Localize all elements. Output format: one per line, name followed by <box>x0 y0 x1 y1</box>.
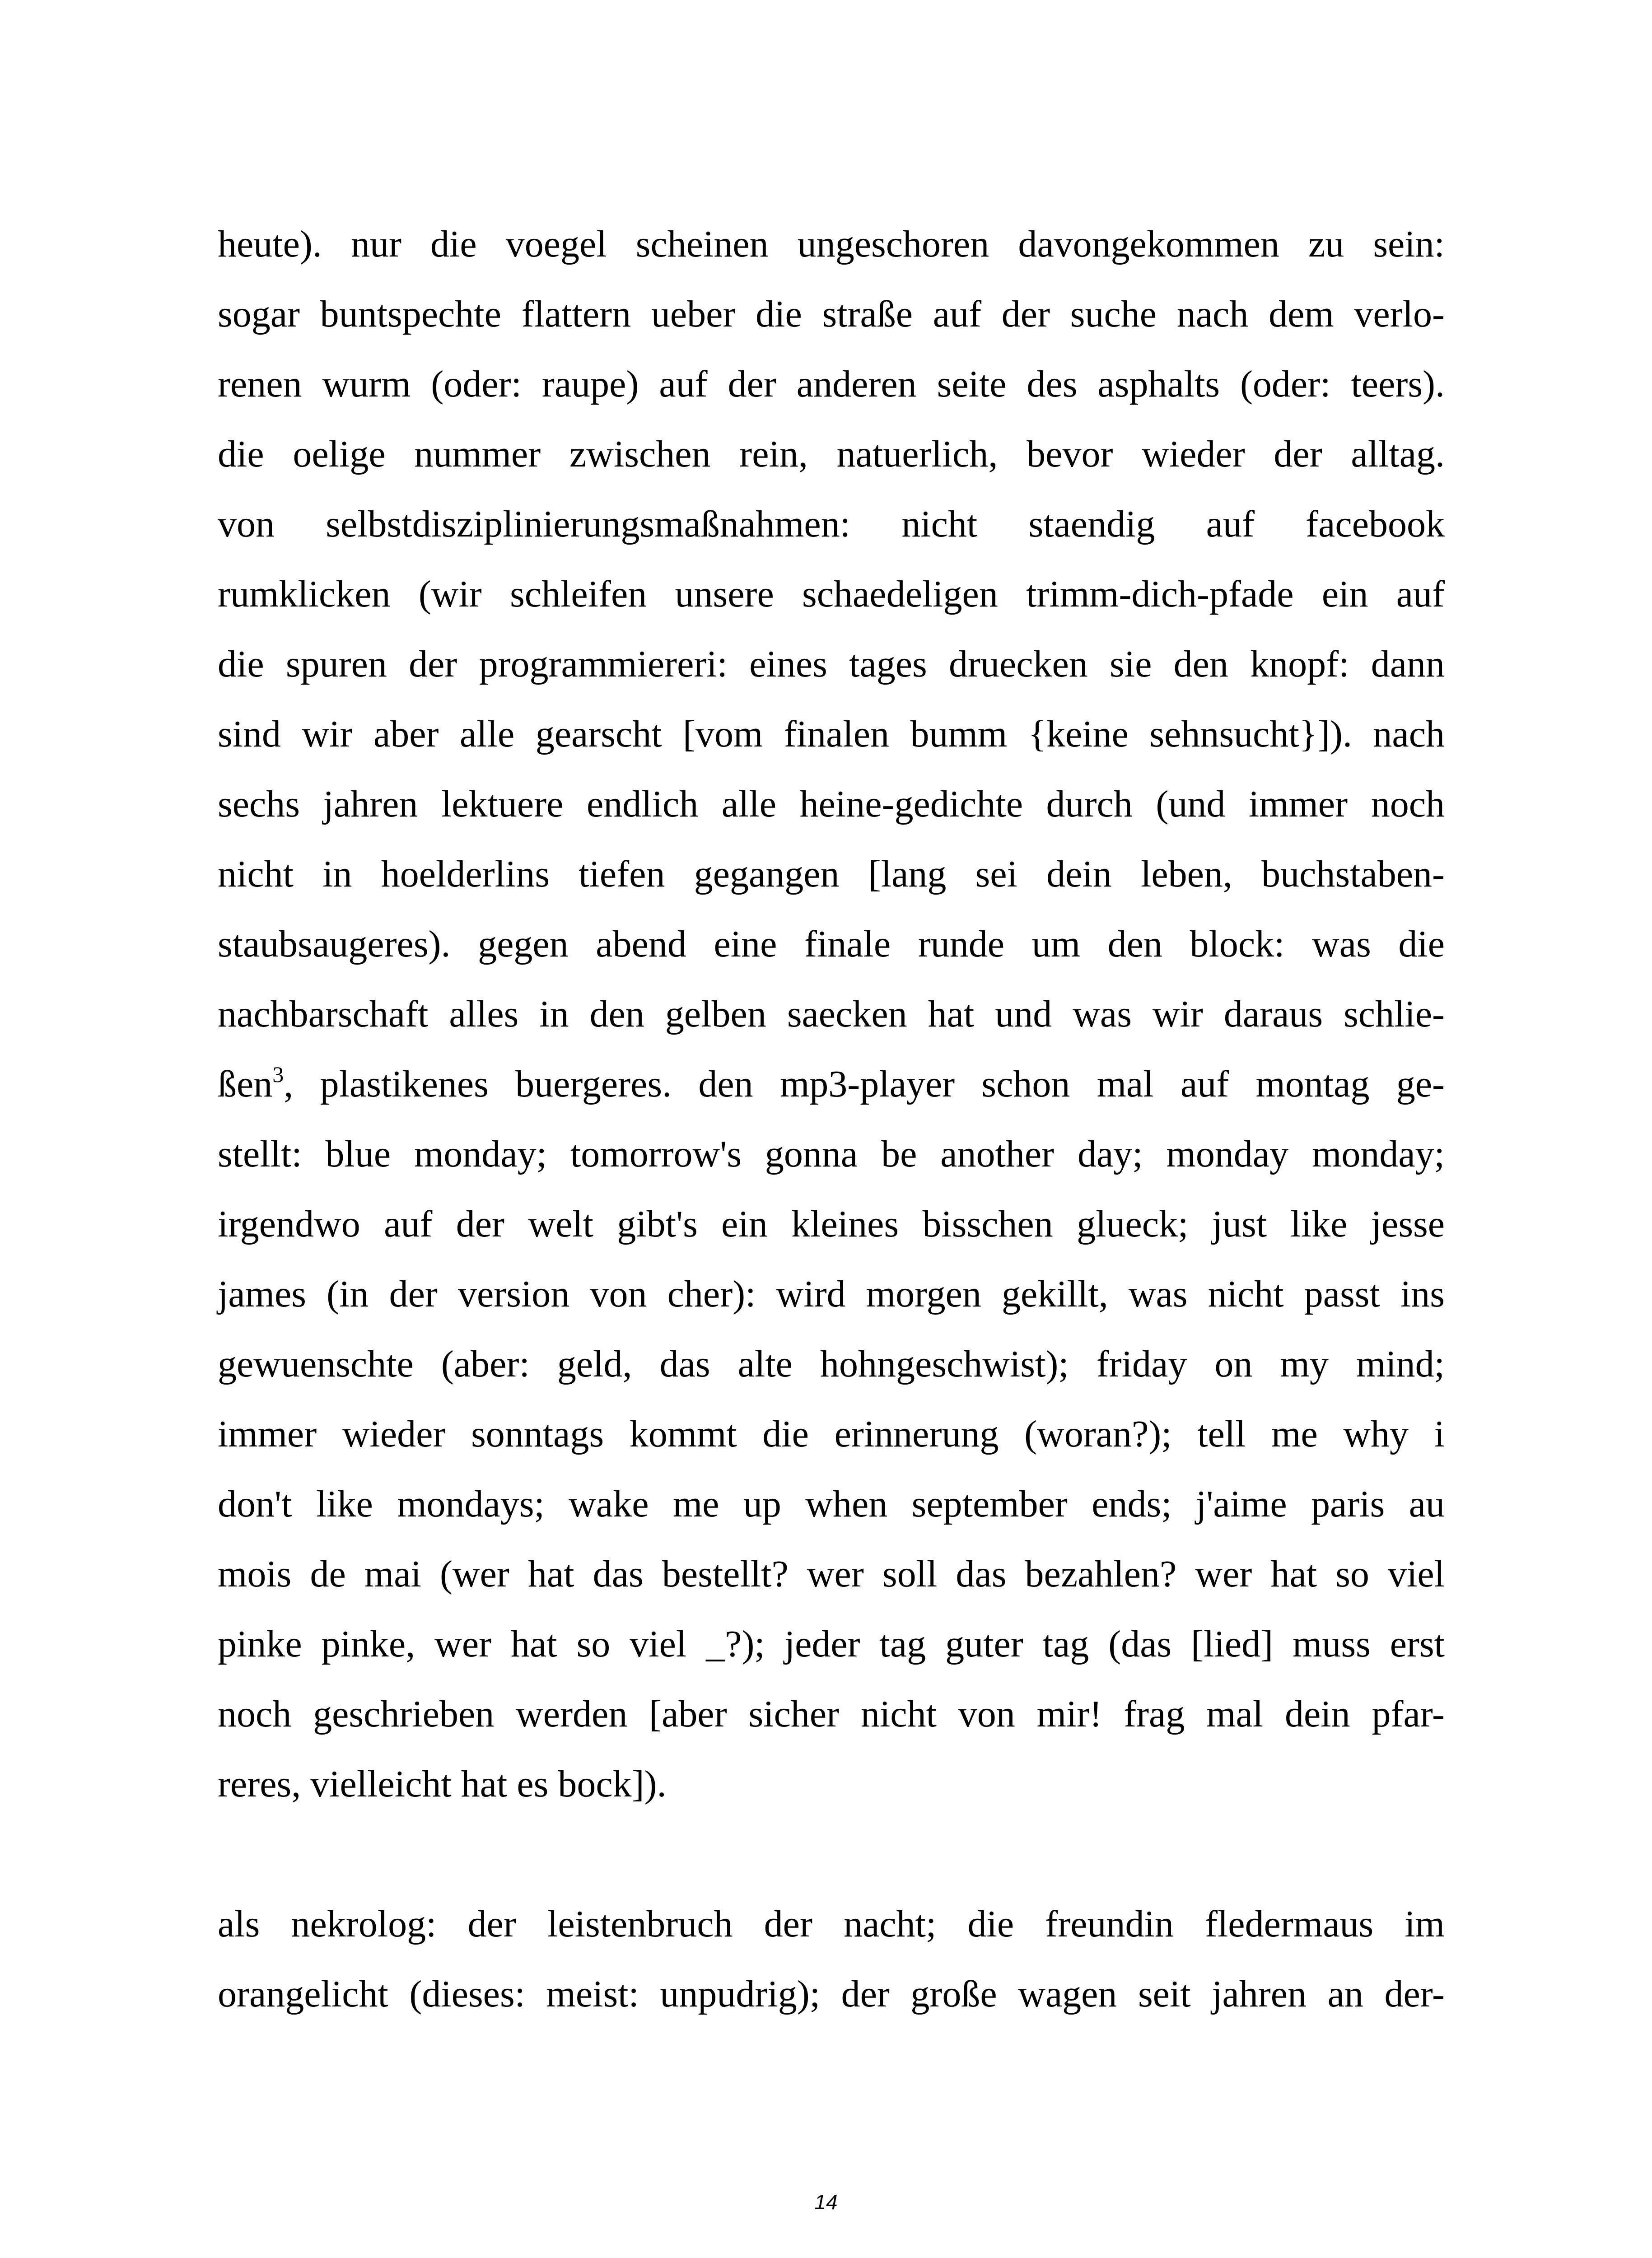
text-line: stellt: blue monday; tomorrow's gonna be another day; monday monday; <box>218 1133 1445 1175</box>
text-line: heute). nur die voegel scheinen ungeschoren davongekommen zu sein: <box>218 223 1445 265</box>
page-number: 14 <box>814 2190 838 2214</box>
text-line: irgendwo auf der welt gibt's ein kleines bisschen glueck; just like jesse <box>218 1203 1445 1245</box>
text-line: pinke pinke, wer hat so viel _?); jeder tag guter tag (das [lied] muss erst <box>218 1623 1445 1665</box>
text-line: die spuren der programmiereri: eines tages druecken sie den knopf: dann <box>218 643 1445 685</box>
text-line: sechs jahren lektuere endlich alle heine-gedichte durch (und immer noch <box>218 783 1445 825</box>
text-line: don't like mondays; wake me up when september ends; j'aime paris au <box>218 1483 1445 1525</box>
text-line: nicht in hoelderlins tiefen gegangen [lang sei dein leben, buchstaben- <box>218 853 1445 895</box>
paragraph <box>218 209 1445 1819</box>
text-line: sogar buntspechte flattern ueber die straße auf der suche nach dem verlo- <box>218 293 1445 335</box>
text-line: staubsaugeres). gegen abend eine finale runde um den block: was die <box>218 923 1445 965</box>
text-line: die oelige nummer zwischen rein, natuerlich, bevor wieder der alltag. <box>218 433 1445 475</box>
text-line: rumklicken (wir schleifen unsere schaedeligen trimm-dich-pfade ein auf <box>218 573 1445 615</box>
footnote-marker[interactable]: 3 <box>272 1062 284 1087</box>
text-line: james (in der version von cher): wird morgen gekillt, was nicht passt ins <box>218 1273 1445 1315</box>
text-line: orangelicht (dieses: meist: unpudrig); der große wagen seit jahren an der- <box>218 1973 1445 2015</box>
text-line: immer wieder sonntags kommt die erinnerung (woran?); tell me why i <box>218 1413 1445 1455</box>
text-line: sind wir aber alle gearscht [vom finalen bumm {keine sehnsucht}]). nach <box>218 713 1445 755</box>
paragraph <box>218 1889 1445 2029</box>
text-line: mois de mai (wer hat das bestellt? wer soll das bezahlen? wer hat so viel <box>218 1553 1445 1595</box>
text-line: von selbstdisziplinierungsmaßnahmen: nicht staendig auf facebook <box>218 503 1445 545</box>
text-line: nachbarschaft alles in den gelben saecken hat und was wir daraus schlie- <box>218 993 1445 1035</box>
text-line: noch geschrieben werden [aber sicher nicht von mir! frag mal dein pfar- <box>218 1693 1445 1735</box>
text-line: als nekrolog: der leistenbruch der nacht; die freundin fledermaus im <box>218 1903 1445 1945</box>
paragraph-gap <box>218 1819 1445 1889</box>
text-line: gewuenschte (aber: geld, das alte hohngeschwist); friday on my mind; <box>218 1343 1445 1385</box>
text-line: reres, vielleicht hat es bock]). <box>218 1763 667 1805</box>
text-line <box>218 1049 1445 1119</box>
body-text <box>218 209 1445 2029</box>
text-segment: , plastikenes buergeres. den mp3-player schon mal auf montag ge- <box>284 1063 1445 1105</box>
text-segment: ßen <box>218 1063 273 1105</box>
text-line: renen wurm (oder: raupe) auf der anderen seite des asphalts (oder: teers). <box>218 363 1445 405</box>
